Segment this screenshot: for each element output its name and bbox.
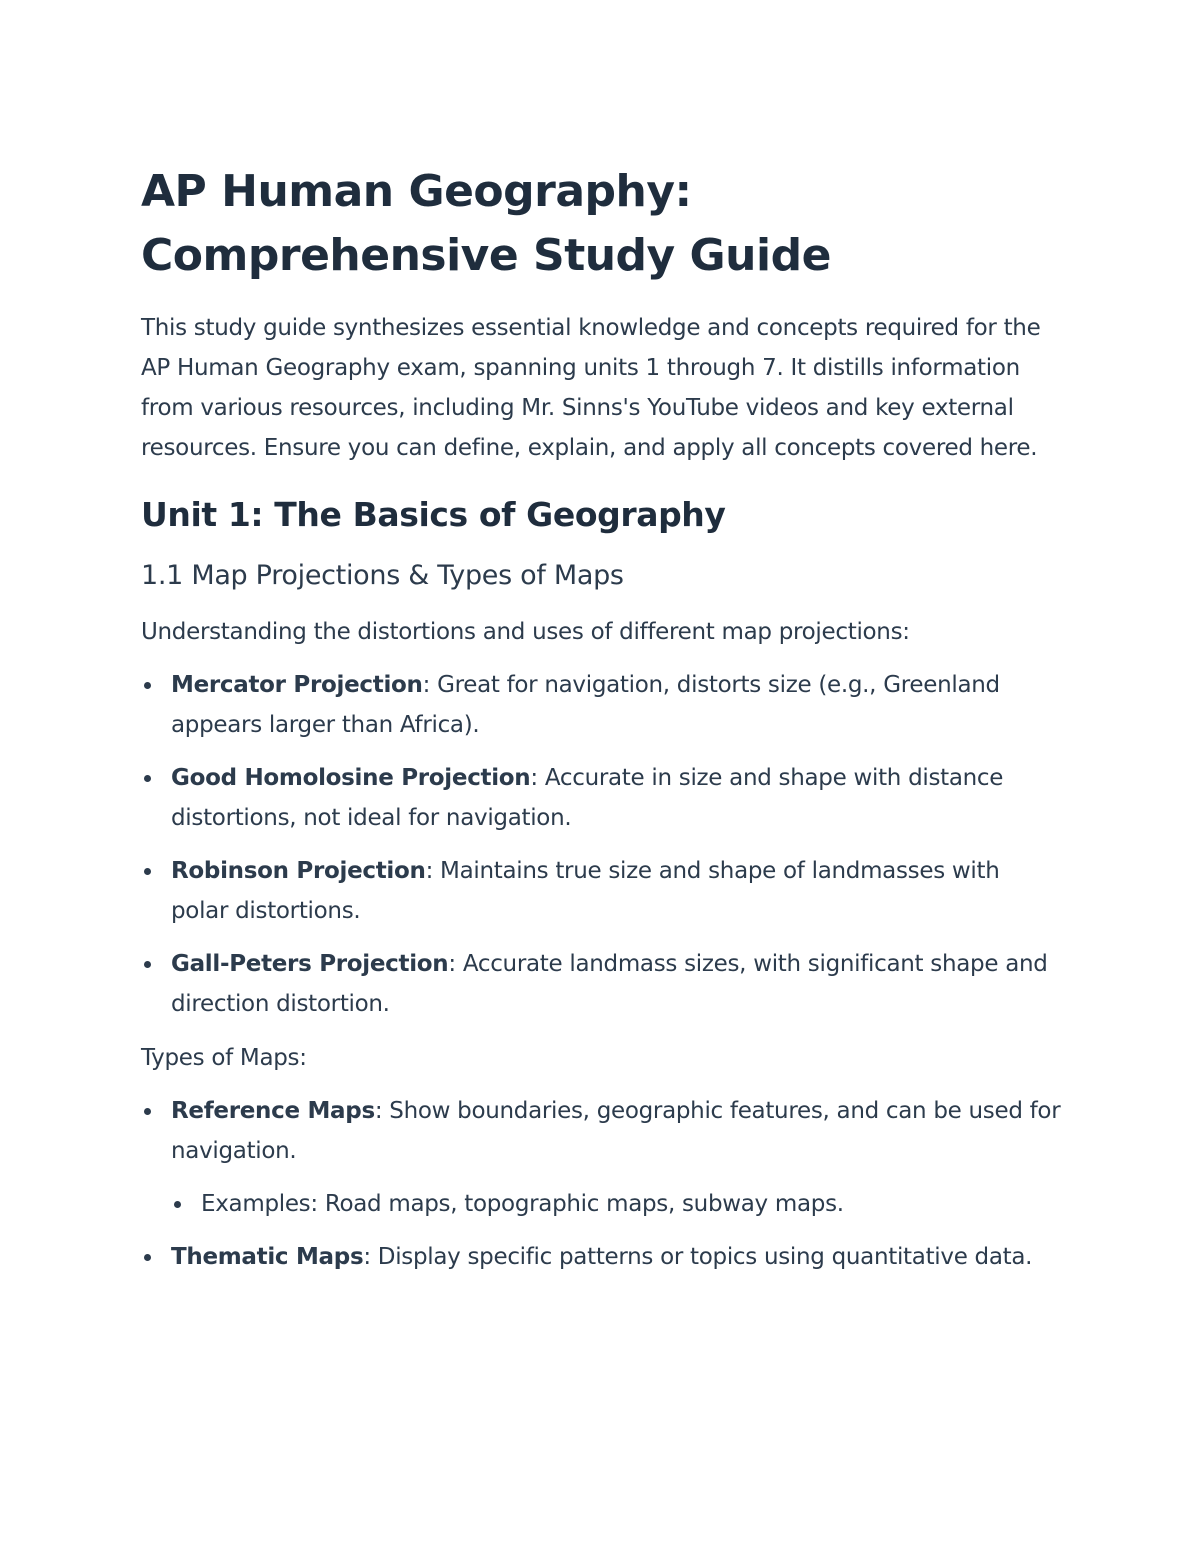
map-types-list	[141, 1091, 1061, 1171]
sub-list-item	[171, 1184, 1061, 1224]
list-item	[141, 1091, 1061, 1171]
list-item-term: Mercator Projection	[171, 672, 423, 698]
maps-lead-text: Types of Maps:	[141, 1045, 307, 1071]
projections-lead-text: Understanding the distortions and uses of different map projections:	[141, 619, 910, 645]
document-page	[141, 160, 1061, 1277]
list-item-description: : Show boundaries, geographic features, and can be used for navigation.	[171, 1098, 1061, 1164]
list-item	[141, 851, 1061, 931]
list-item	[141, 944, 1061, 1024]
projections-list	[141, 665, 1061, 1024]
list-item	[141, 758, 1061, 838]
section-1-1-heading: 1.1 Map Projections & Types of Maps	[141, 560, 624, 591]
unit-1-heading: Unit 1: The Basics of Geography	[141, 495, 726, 534]
document-title: AP Human Geography: Comprehensive Study Guide	[141, 166, 831, 281]
list-item-term: Gall-Peters Projection	[171, 951, 449, 977]
list-item	[141, 1237, 1061, 1277]
list-item-term: Robinson Projection	[171, 858, 426, 884]
list-item-description: : Maintains true size and shape of landmasses with polar distortions.	[171, 858, 1000, 924]
map-types-list-continued	[141, 1237, 1061, 1277]
reference-maps-sublist	[141, 1184, 1061, 1224]
list-item-term: Reference Maps	[171, 1098, 375, 1124]
intro-paragraph: This study guide synthesizes essential knowledge and concepts required for the AP Human Geography exam, spanning units 1 through 7. It distills information from various resources, including Mr. Sinns's YouTube videos and key external resources. Ensure you can define, explain, and apply all concepts covered here.	[141, 315, 1041, 461]
list-item-description: : Display specific patterns or topics using quantitative data.	[363, 1244, 1033, 1270]
list-item-description: : Accurate in size and shape with distance distortions, not ideal for navigation.	[171, 765, 1004, 831]
list-item	[141, 665, 1061, 745]
list-item-term: Thematic Maps	[171, 1244, 364, 1270]
list-item-term: Good Homolosine Projection	[171, 765, 531, 791]
sub-list-item-text: Examples: Road maps, topographic maps, subway maps.	[201, 1191, 844, 1217]
list-item-description: : Accurate landmass sizes, with significant shape and direction distortion.	[171, 951, 1048, 1017]
list-item-description: : Great for navigation, distorts size (e.g., Greenland appears larger than Africa).	[171, 672, 1000, 738]
